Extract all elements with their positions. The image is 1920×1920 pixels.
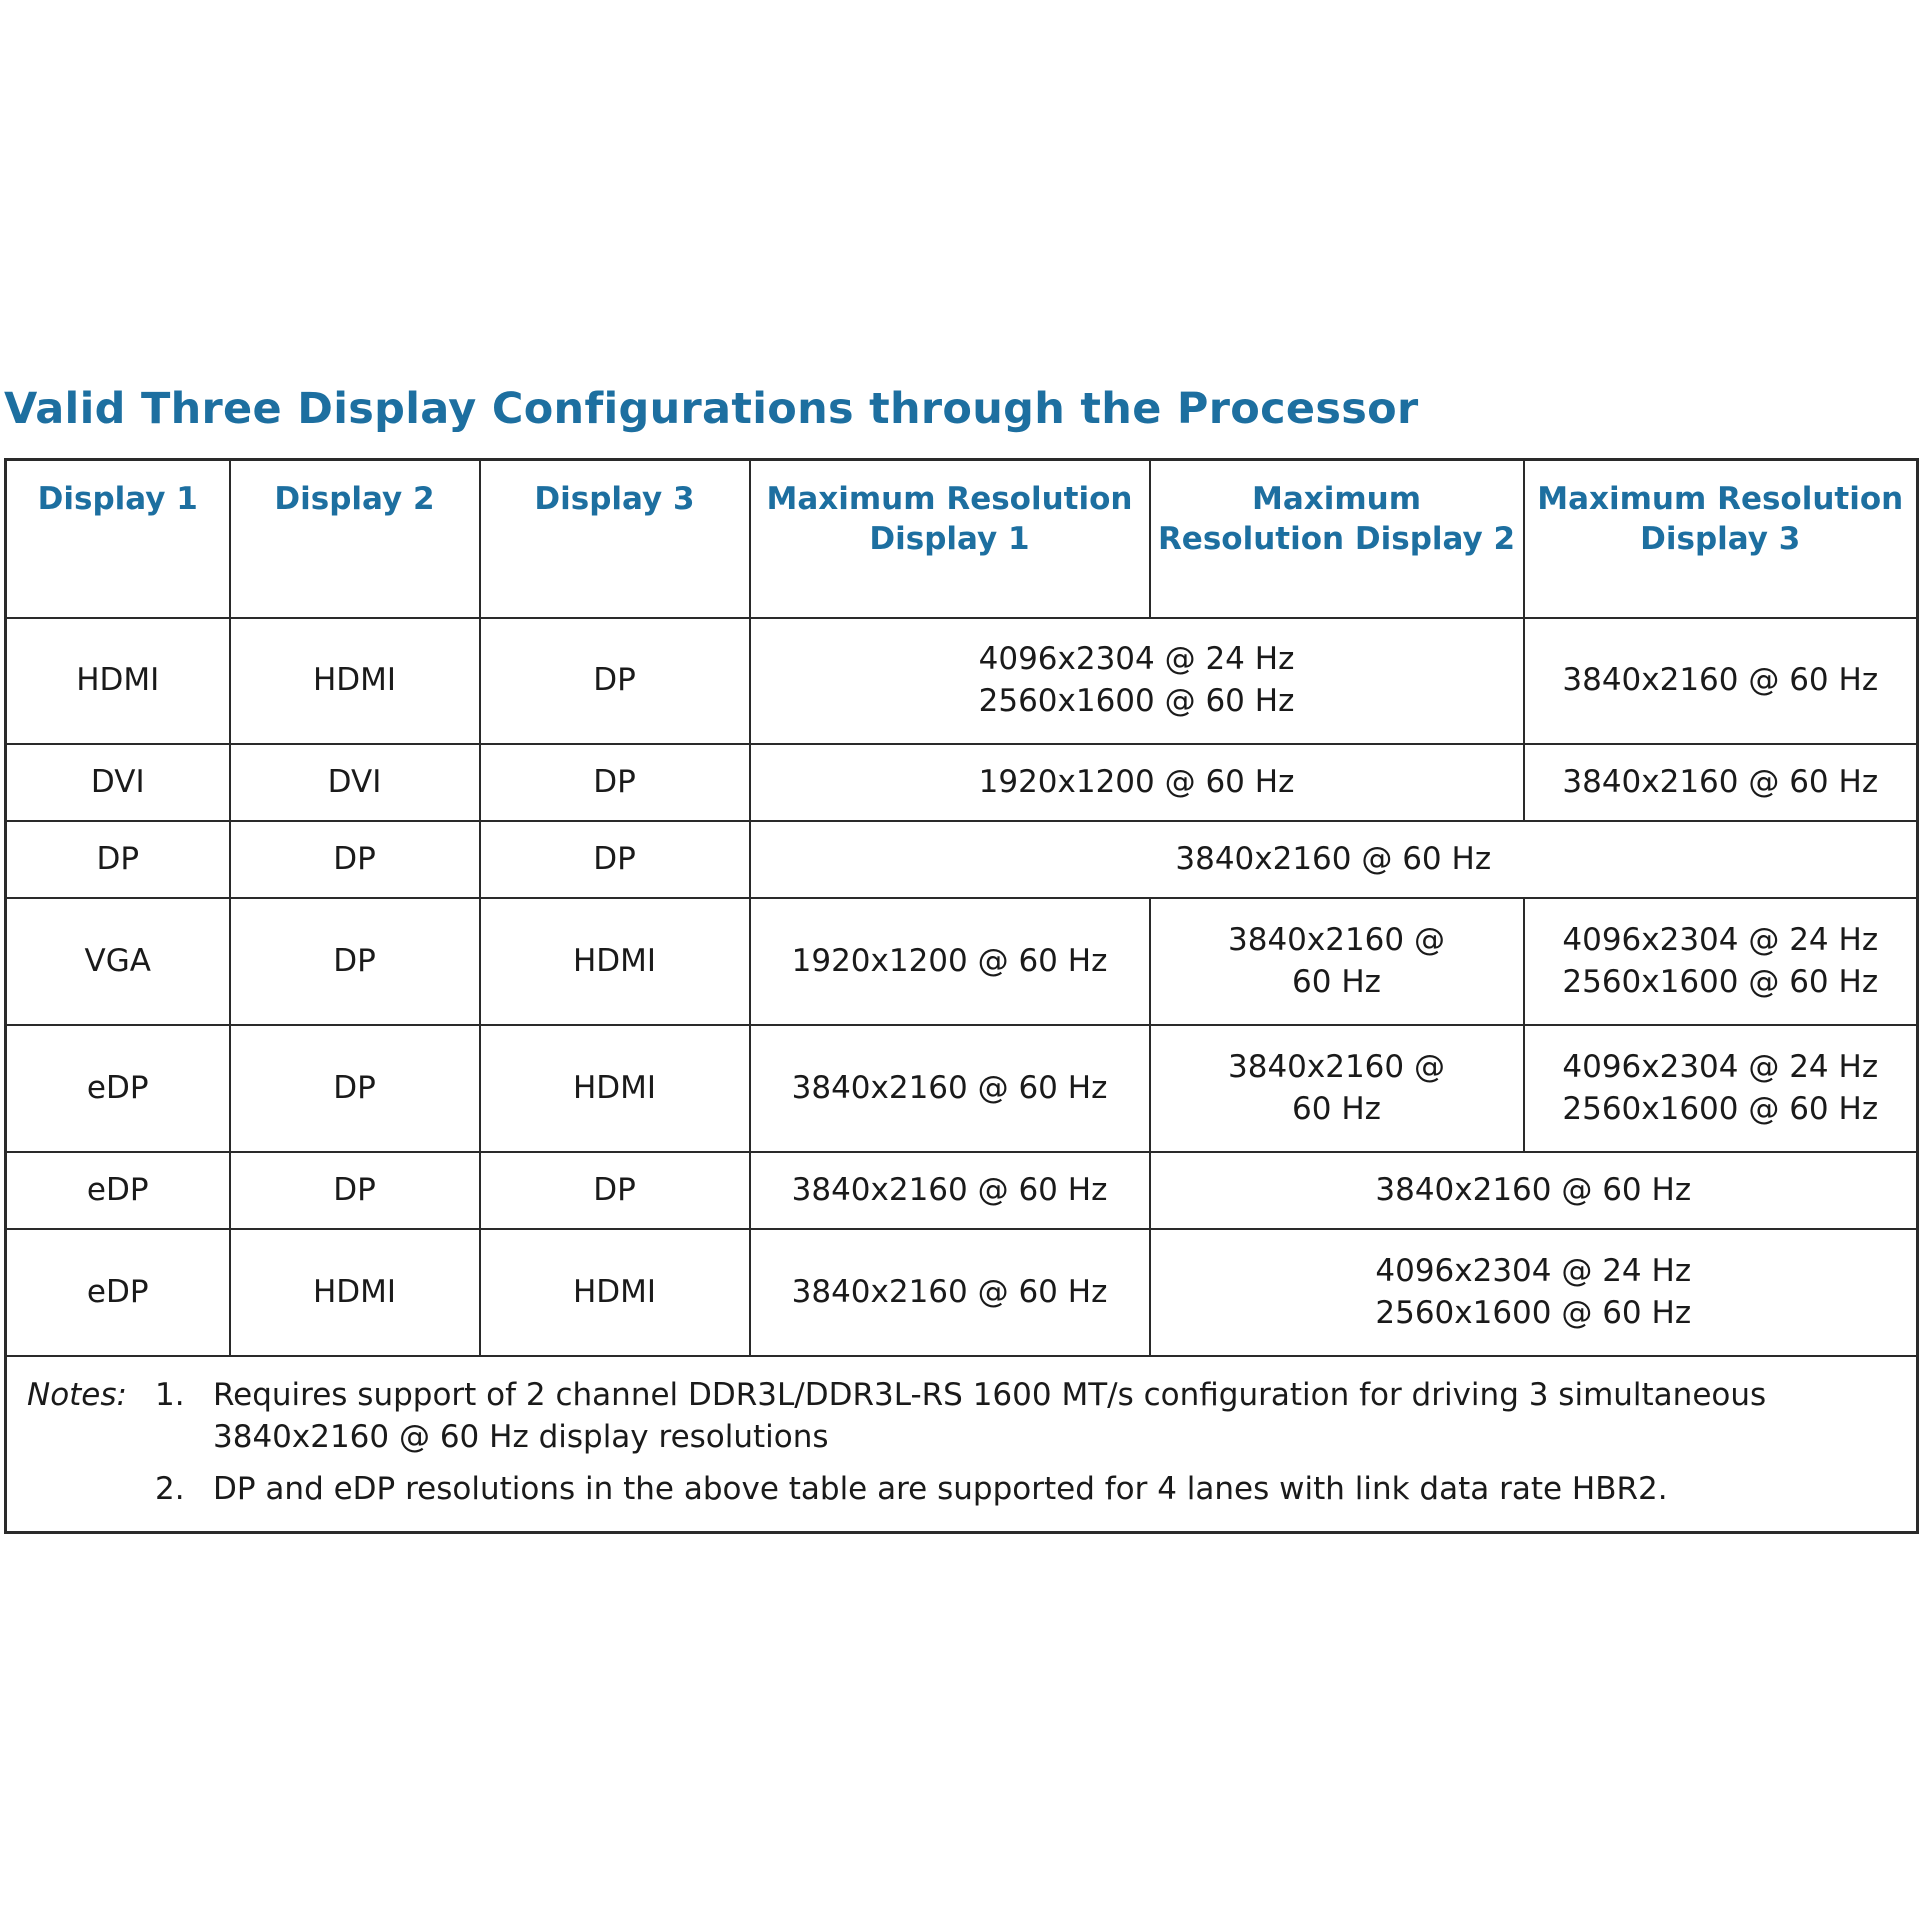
cell-max-res-3 xyxy=(1524,898,1918,1025)
header-row xyxy=(6,460,1918,619)
table-row xyxy=(6,618,1918,744)
cell-display-1: eDP xyxy=(6,1152,230,1229)
note-item xyxy=(27,1469,1896,1511)
notes-label: Notes: xyxy=(27,1377,127,1413)
header-max-res-display-2: Maximum Resolution Display 2 xyxy=(1150,460,1524,619)
cell-max-res-1: 1920x1200 @ 60 Hz xyxy=(750,898,1150,1025)
cell-display-2: DP xyxy=(230,821,480,898)
notes-cell xyxy=(6,1356,1918,1532)
cell-display-1: eDP xyxy=(6,1229,230,1356)
table-row xyxy=(6,821,1918,898)
table-row xyxy=(6,1229,1918,1356)
resolution-line: 4096x2304 @ 24 Hz xyxy=(1562,921,1879,958)
resolution-line: 60 Hz xyxy=(1292,1090,1381,1127)
header-max-res-display-1: Maximum Resolution Display 1 xyxy=(750,460,1150,619)
cell-max-res-1-2: 1920x1200 @ 60 Hz xyxy=(750,744,1524,821)
table-row xyxy=(6,1152,1918,1229)
display-config-table xyxy=(4,458,1919,1534)
table-row xyxy=(6,898,1918,1025)
cell-display-1: eDP xyxy=(6,1025,230,1152)
resolution-line: 3840x2160 @ xyxy=(1228,921,1445,958)
header-display-2: Display 2 xyxy=(230,460,480,619)
notes-row xyxy=(6,1356,1918,1532)
note-text: DP and eDP resolutions in the above table are supported for 4 lanes with link data rate HBR2. xyxy=(213,1470,1668,1507)
cell-max-res-3 xyxy=(1524,1025,1918,1152)
cell-display-2: DP xyxy=(230,898,480,1025)
resolution-line: 2560x1600 @ 60 Hz xyxy=(1562,963,1879,1000)
resolution-line: 4096x2304 @ 24 Hz xyxy=(1375,1252,1692,1289)
cell-display-3: DP xyxy=(480,821,750,898)
resolution-line: 3840x2160 @ xyxy=(1228,1048,1445,1085)
header-display-1: Display 1 xyxy=(6,460,230,619)
cell-max-res-2 xyxy=(1150,898,1524,1025)
header-display-3: Display 3 xyxy=(480,460,750,619)
cell-max-res-3: 3840x2160 @ 60 Hz xyxy=(1524,744,1918,821)
resolution-line: 2560x1600 @ 60 Hz xyxy=(1375,1294,1692,1331)
header-max-res-display-3: Maximum Resolution Display 3 xyxy=(1524,460,1918,619)
cell-display-3: DP xyxy=(480,618,750,744)
resolution-line: 60 Hz xyxy=(1292,963,1381,1000)
note-number: 2. xyxy=(155,1470,185,1507)
cell-display-3: DP xyxy=(480,1152,750,1229)
cell-display-2: DP xyxy=(230,1152,480,1229)
cell-display-2: DP xyxy=(230,1025,480,1152)
cell-display-1: DP xyxy=(6,821,230,898)
cell-max-res-1: 3840x2160 @ 60 Hz xyxy=(750,1229,1150,1356)
cell-max-res-1-2-3: 3840x2160 @ 60 Hz xyxy=(750,821,1918,898)
cell-max-res-3: 3840x2160 @ 60 Hz xyxy=(1524,618,1918,744)
note-number: 1. xyxy=(155,1377,185,1413)
cell-max-res-1: 3840x2160 @ 60 Hz xyxy=(750,1025,1150,1152)
resolution-line: 2560x1600 @ 60 Hz xyxy=(978,683,1295,719)
cell-max-res-2 xyxy=(1150,1025,1524,1152)
cell-display-2: DVI xyxy=(230,744,480,821)
cell-display-1: DVI xyxy=(6,744,230,821)
cell-display-2: HDMI xyxy=(230,1229,480,1356)
cell-display-3: HDMI xyxy=(480,1025,750,1152)
note-item xyxy=(27,1375,1896,1459)
cell-max-res-2-3: 3840x2160 @ 60 Hz xyxy=(1150,1152,1918,1229)
cell-display-1: HDMI xyxy=(6,618,230,744)
cell-max-res-1-2 xyxy=(750,618,1524,744)
cell-display-3: DP xyxy=(480,744,750,821)
cell-max-res-2-3 xyxy=(1150,1229,1918,1356)
cell-display-3: HDMI xyxy=(480,898,750,1025)
table-row xyxy=(6,1025,1918,1152)
table-title: Valid Three Display Configurations through the Processor xyxy=(4,384,1419,434)
resolution-line: 2560x1600 @ 60 Hz xyxy=(1562,1090,1879,1127)
cell-display-2: HDMI xyxy=(230,618,480,744)
resolution-line: 4096x2304 @ 24 Hz xyxy=(978,641,1295,678)
resolution-line: 4096x2304 @ 24 Hz xyxy=(1562,1048,1879,1085)
cell-display-1: VGA xyxy=(6,898,230,1025)
table-row xyxy=(6,744,1918,821)
note-text: Requires support of 2 channel DDR3L/DDR3L-RS 1600 MT/s configuration for driving 3 simultaneous 3840x2160 @ 60 Hz display resolutions xyxy=(213,1377,1767,1455)
cell-max-res-1: 3840x2160 @ 60 Hz xyxy=(750,1152,1150,1229)
cell-display-3: HDMI xyxy=(480,1229,750,1356)
